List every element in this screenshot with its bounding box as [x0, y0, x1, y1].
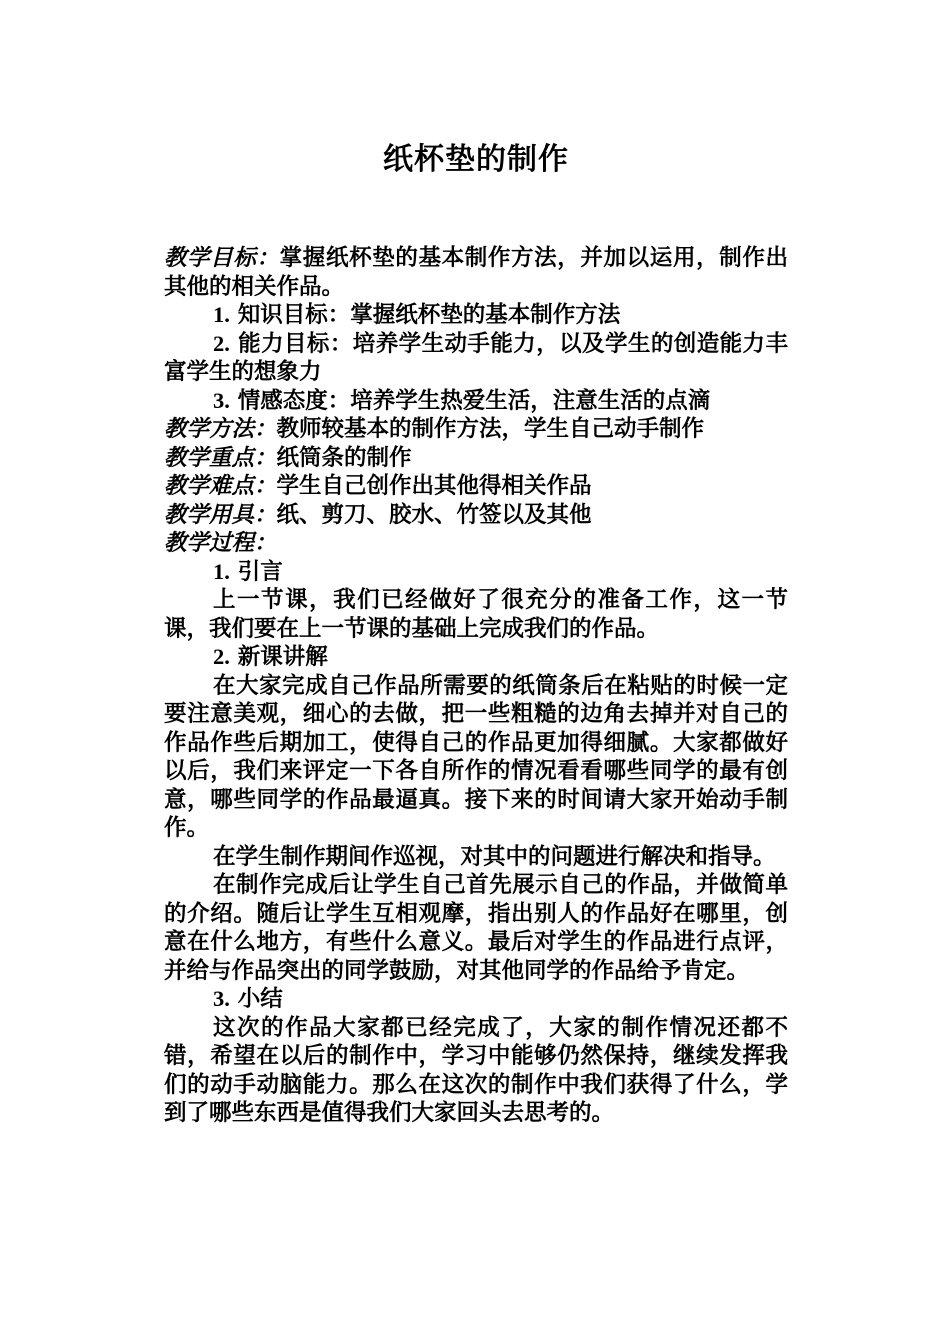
- section-heading: [164, 643, 788, 672]
- document-body: [164, 244, 788, 1128]
- tools-text: 纸、剪刀、胶水、竹签以及其他: [276, 501, 592, 528]
- page-title: 纸杯垫的制作: [383, 142, 569, 177]
- process-label: 教学过程：: [164, 530, 277, 556]
- focus-text: 纸筒条的制作: [276, 444, 412, 471]
- goal-number: 2.: [213, 330, 230, 356]
- method-text: 教师较基本的制作方法，学生自己动手制作: [276, 416, 705, 442]
- difficulty-line: [164, 472, 788, 501]
- section-number: 1.: [213, 558, 230, 584]
- section-paragraph: 上一节课，我们已经做好了很充分的准备工作，这一节课，我们要在上一节课的基础上完成我们的作品。: [164, 587, 788, 642]
- section-title: 新课讲解: [237, 644, 328, 670]
- goal-item: [164, 301, 788, 330]
- objective-text: 掌握纸杯垫的基本制作方法，并加以运用，制作出其他的相关作品。: [164, 245, 788, 300]
- goal-item: [164, 387, 788, 416]
- tools-line: [164, 501, 788, 530]
- method-line: [164, 415, 788, 444]
- goal-text: 情感态度：培养学生热爱生活，注意生活的点滴: [237, 387, 711, 414]
- focus-label: 教学重点：: [164, 444, 277, 471]
- goal-text: 知识目标：掌握纸杯垫的基本制作方法: [237, 302, 621, 328]
- difficulty-label: 教学难点：: [164, 473, 277, 499]
- tools-label: 教学用具：: [164, 501, 277, 528]
- section-title: 引言: [237, 558, 283, 585]
- process-line: [164, 529, 788, 558]
- goal-number: 3.: [213, 387, 230, 413]
- section-number: 2.: [213, 644, 230, 669]
- goal-number: 1.: [213, 302, 230, 327]
- goal-item: [164, 330, 788, 387]
- objective-label: 教学目标：: [164, 245, 280, 271]
- difficulty-text: 学生自己创作出其他得相关作品: [276, 473, 592, 499]
- section-number: 3.: [213, 986, 230, 1011]
- section-paragraph: 在大家完成自己作品所需要的纸筒条后在粘贴的时候一定要注意美观，细心的去做，把一些粗糙的边角去掉并对自己的作品作些后期加工，使得自己的作品更加得细腻。大家都做好以后，我们来评定一下各自所作的情况看看哪些同学的最有创意，哪些同学的作品最逼真。接下来的时间请大家开始动手制作。: [164, 672, 788, 841]
- section-paragraph: 这次的作品大家都已经完成了，大家的制作情况还都不错，希望在以后的制作中，学习中能够仍然保持，继续发挥我们的动手动脑能力。那么在这次的制作中我们获得了什么，学到了哪些东西是值得我们大家回头去思考的。: [164, 1014, 788, 1126]
- method-label: 教学方法：: [164, 416, 277, 442]
- focus-line: [164, 444, 788, 473]
- section-heading: [164, 985, 788, 1014]
- section-paragraph: 在制作完成后让学生自己首先展示自己的作品，并做简单的介绍。随后让学生互相观摩，指出别人的作品好在哪里，创意在什么地方，有些什么意义。最后对学生的作品进行点评，并给与作品突出的同学鼓励，对其他同学的作品给予肯定。: [164, 872, 788, 984]
- section-title: 小结: [237, 986, 283, 1012]
- goal-text: 能力目标：培养学生动手能力，以及学生的创造能力丰富学生的想象力: [164, 330, 788, 385]
- section-paragraph: 在学生制作期间作巡视，对其中的问题进行解决和指导。: [213, 843, 776, 870]
- section-heading: [164, 558, 788, 587]
- objective-paragraph: [164, 244, 788, 301]
